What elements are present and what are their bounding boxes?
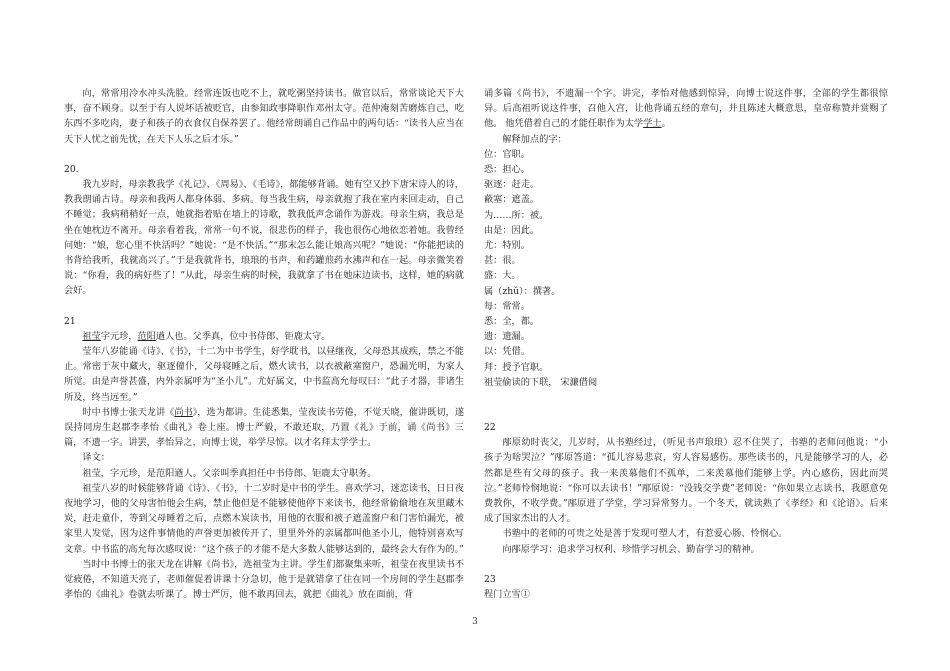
question-22-text: 邴原幼时丧父，儿岁时，从书塾经过，（听见书声琅琅）忍不住哭了，书塾的老师问他说：“小孩子为啥哭泣？”邴原答道：“孤儿容易悲哀，穷人容易感伤。那些读书的，凡是能够学习的人，必然都是些有父母的孩子。我一来羡慕他们不孤单，二来羡慕他们能够上学。内心感伤，因此而哭泣。”老师怜悯地说：“你可以去读书！”邴原说：“没钱交学费”老师说：“你如果立志读书，我愿意免费教你，不收学费。”邴原进了学堂，学习异常努力。一个冬天，就读熟了《孝经》和《论语》。后来成了国家杰出的人才。 — [484, 437, 888, 525]
page-number: 3 — [472, 617, 478, 627]
question-21-origin: 祖莹字元珍，范阳遒人也。父季真，位中书侍郎、钜鹿太守。 — [82, 330, 331, 342]
definition-item: 祖莹偷读的下联， 宋濂借阅 — [484, 376, 598, 388]
definition-item: 为……所：被。 — [484, 209, 549, 221]
definition-item: 以：凭借。 — [484, 346, 530, 358]
definition-item: 驱逐：赶走。 — [484, 179, 540, 191]
person-name: 祖莹 — [82, 330, 101, 342]
definition-item: 遗：遗漏。 — [484, 331, 530, 343]
question-20-number: 20. — [64, 163, 79, 175]
translation-label: 译文： — [82, 452, 110, 464]
question-22-paragraph-2: 书塾中的老师的可贵之处是善于发现可塑人才，有惹爱心肠、怜悯心。 — [502, 528, 788, 540]
place-name: 范阳 — [137, 330, 156, 342]
translation-paragraph-1: 祖莹，字元珍，是范阳遒人。父亲叫季真担任中书侍郎、钜鹿太守职务。 — [82, 467, 377, 479]
definition-item: 甚：很。 — [484, 255, 521, 267]
intro-paragraph: 向，常常用冷水冲头洗脸。经常连饭也吃不上，就吃粥坚持读书。做官以后，常常谈论天下大事，奋不顾身。以至于有人说坏话被贬官，由参知政事降职作邓州太守。范仲淹刻苦磨炼自己，吃东西不多吃肉，妻子和孩子的衣食仅自保养罢了。他经常朗诵自己作品中的两句话：“读书人应当在天下人忧之前先忧，在天下人乐之后才乐。” — [64, 88, 464, 145]
explain-label: 解释加点的字： — [502, 133, 567, 145]
question-21-paragraph-3: 时中书博士张天龙讲《尚书》，选为都讲。生徒悉集，莹夜读书劳倦，不觉天晓，催讲既切，遂误持同房生赵郡李孝怡《曲礼》卷上座。博士严毅，不敢还取，乃置《礼》于前，诵《尚书》三篇，不遗一字。讲罢，孝怡异之，向博士说，举学尽惊。以才名拜太学学士。 — [64, 406, 465, 449]
translation-paragraph-2: 祖莹八岁的时候能够背诵《诗》、《书》，十二岁时是中书的学生。喜欢学习，迷恋读书，日日夜夜地学习，他的父母害怕他会生病，禁止他但是不能够使他停下来读书，他经常偷偷地在灰里藏木炭，赶走童仆，等到父母睡着之后，点燃木炭读书，用他的衣服和被子遮盖窗户和门害怕漏光，被家里人发觉，因为这件事情他的声誉更加被传开了，里里外外的亲属都叫他圣小儿，他特别喜欢写文章。中书监的高允每次感叹说：“这个孩子的才能不是大多数人能够达到的，最终会大有作为的。” — [64, 482, 464, 555]
definition-item: 属（zhǔ）：撰著。 — [484, 285, 561, 297]
definition-item: 盛：大。 — [484, 270, 521, 282]
right-column — [484, 86, 888, 602]
definition-item: 拜：授予官职。 — [484, 361, 549, 373]
definition-item: 位：官职。 — [484, 148, 530, 160]
left-column — [64, 86, 464, 603]
definition-item: 蔽塞：遮盖。 — [484, 194, 540, 206]
definition-item: 尤：特别。 — [484, 240, 530, 252]
question-23-title: 程门立雪① — [484, 589, 530, 601]
definition-item: 由是：因此。 — [484, 224, 540, 236]
definition-item: 恐：担心。 — [484, 164, 530, 176]
translation-continuation: 诵多篇《尚书》，不遗漏一个字。讲完，孝怡对他感到惊异，向博士说这件事，全部的学生都很惊异。后高祖听说这件事，召他入宫，让他背诵五经的章句，并且陈述大概意思，皇帝称赞并赏赐了他。 他凭借着自己的才能任职作为太学学士。 — [484, 88, 888, 130]
question-23-number: 23 — [484, 573, 496, 585]
question-22-number: 22 — [484, 422, 496, 434]
title-term: 学士 — [643, 118, 662, 130]
question-21-number: 21 — [64, 315, 76, 327]
question-21-paragraph-2: 莹年八岁能诵《诗》、《书》，十二为中书学生，好学耽书，以昼继夜，父母恐其成疾，禁之不能止。常密于灰中藏火，驱逐僮仆，父母寝睡之后，燃火读书，以衣被蔽塞窗户，恐漏光明，为家人所觉。由是声誉甚盛，内外亲属呼为“圣小儿”。尤好属文，中书监高允每叹曰：“此子才器，非诸生所及，终当远至。” — [64, 346, 464, 403]
definition-item: 每：常常。 — [484, 300, 530, 312]
question-20-text: 我九岁时，母亲教我学《礼记》、《周易》、《毛诗》，都能够背诵。她有空又抄下唐宋诗人的诗，教我朗诵古诗。母亲和我两人都身体弱、多病。每当我生病，母亲就抱了我在室内来回走动，自己不睡觉；我病稍稍好一点，她就指着贴在墙上的诗歌，教我低声念诵作为游戏。母亲生病，我总是坐在她枕边不离开。母亲看着我，常常一句不说，很悲伤的样子，我也很伤心地依恋着她。我曾经问她：“娘，您心里不快活吗？”她说：“是不快活。”“那末怎么能让娘高兴呢？”她说：“你能把读的书背给我听，我就高兴了。”于是我就背书，琅琅的书声，和药罐煎药水沸声和在一起。母亲微笑着说：“你看，我的病好些了！”从此，母亲生病的时候，我就拿了书在她床边读书，这样，她的病就会好。 — [64, 179, 464, 297]
book-title: 尚书 — [174, 406, 193, 418]
question-22-paragraph-3: 向邴原学习：追求学习权利、珍惜学习机会、勤奋学习的精神。 — [502, 543, 760, 555]
translation-paragraph-3: 当时中书博士的张天龙在讲解《尚书》，选祖莹为主讲。学生们都聚集来听，祖莹在夜里读书不觉疲倦，不知道天亮了，老师催促着讲课十分急切，他于是就错拿了住在同一个房间的学生赵郡李孝怡的《曲礼》卷就去听课了。博士严厉，他不敢再回去，就把《曲礼》放在面前，背 — [64, 558, 464, 601]
definition-item: 悉：全，都。 — [484, 316, 540, 328]
